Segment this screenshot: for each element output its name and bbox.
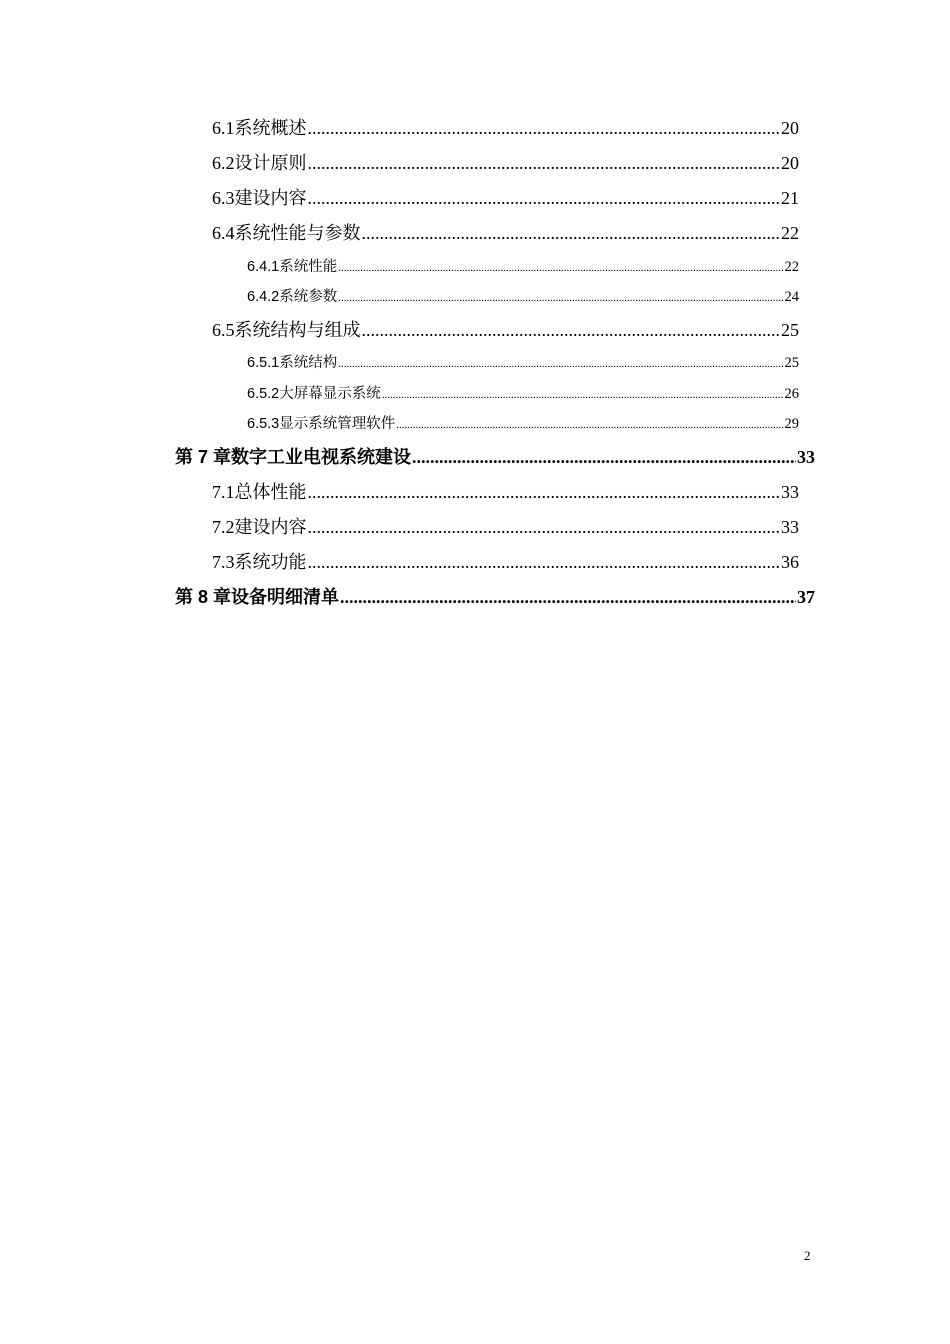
dot-leader bbox=[338, 292, 783, 304]
dot-leader bbox=[308, 517, 781, 538]
toc-entry-number: 6.5.2 bbox=[247, 386, 280, 402]
dot-leader bbox=[382, 389, 784, 401]
dot-leader bbox=[340, 587, 796, 608]
toc-entry[interactable] bbox=[212, 114, 799, 140]
toc-entry-title: 设计原则 bbox=[234, 153, 307, 173]
toc-entry-page: 25 bbox=[784, 355, 799, 371]
toc-entry-page: 22 bbox=[784, 259, 799, 275]
toc-entry-title: 系统概述 bbox=[234, 118, 307, 138]
toc-entry-title: 大屏幕显示系统 bbox=[279, 386, 381, 402]
toc-chapter-entry[interactable] bbox=[175, 583, 815, 609]
toc-entry[interactable] bbox=[212, 513, 799, 539]
toc-entry-number: 6.5 bbox=[212, 320, 235, 340]
toc-entry[interactable] bbox=[212, 219, 799, 245]
toc-entry-number: 6.1 bbox=[212, 118, 235, 138]
toc-entry[interactable] bbox=[212, 478, 799, 504]
toc-entry-page: 20 bbox=[781, 153, 799, 173]
dot-leader bbox=[308, 118, 781, 139]
toc-entry[interactable] bbox=[212, 149, 799, 175]
toc-entry-page: 33 bbox=[797, 447, 815, 467]
toc-entry-number: 6.3 bbox=[212, 188, 235, 208]
toc-entry-title: 系统功能 bbox=[234, 552, 307, 572]
dot-leader bbox=[338, 358, 783, 370]
toc-subentry[interactable] bbox=[247, 285, 799, 306]
toc-subentry[interactable] bbox=[247, 382, 799, 403]
dot-leader bbox=[338, 262, 783, 274]
toc-entry-page: 29 bbox=[784, 416, 799, 432]
toc-chapter-number: 第 7 章 bbox=[175, 447, 232, 467]
toc-entry-number: 6.4.1 bbox=[247, 259, 280, 275]
toc-entry-number: 7.2 bbox=[212, 517, 235, 537]
toc-entry-title: 系统参数 bbox=[279, 289, 338, 305]
toc-entry-title: 建设内容 bbox=[234, 188, 307, 208]
dot-leader bbox=[308, 552, 781, 573]
dot-leader bbox=[362, 223, 781, 244]
toc-subentry[interactable] bbox=[247, 351, 799, 372]
toc-chapter-number: 第 8 章 bbox=[175, 587, 232, 607]
toc-entry-page: 26 bbox=[784, 386, 799, 402]
toc-entry-title: 显示系统管理软件 bbox=[279, 416, 396, 432]
toc-entry-page: 21 bbox=[781, 188, 799, 208]
page-number: 2 bbox=[804, 1248, 811, 1263]
toc-entry-number: 6.4 bbox=[212, 223, 235, 243]
toc-subentry[interactable] bbox=[247, 255, 799, 276]
toc-entry-page: 33 bbox=[781, 517, 799, 537]
dot-leader bbox=[308, 153, 781, 174]
toc-chapter-title: 设备明细清单 bbox=[231, 587, 340, 607]
toc-entry-title: 系统结构与组成 bbox=[234, 320, 361, 340]
toc-entry[interactable] bbox=[212, 316, 799, 342]
toc-entry-title: 系统结构 bbox=[279, 355, 338, 371]
toc-entry-page: 22 bbox=[781, 223, 799, 243]
toc-entry-number: 6.4.2 bbox=[247, 289, 280, 305]
toc-entry-title: 建设内容 bbox=[234, 517, 307, 537]
toc-entry-page: 37 bbox=[797, 587, 815, 607]
toc-chapter-title: 数字工业电视系统建设 bbox=[231, 447, 412, 467]
toc-entry-page: 25 bbox=[781, 320, 799, 340]
toc-entry-page: 36 bbox=[781, 552, 799, 572]
toc-entry-number: 6.5.1 bbox=[247, 355, 280, 371]
toc-entry[interactable] bbox=[212, 548, 799, 574]
toc-entry-page: 24 bbox=[784, 289, 799, 305]
toc-subentry[interactable] bbox=[247, 412, 799, 433]
toc-entry-page: 33 bbox=[781, 482, 799, 502]
toc-entry-title: 系统性能与参数 bbox=[234, 223, 361, 243]
toc-entry-title: 系统性能 bbox=[279, 259, 338, 275]
toc-entry-number: 7.1 bbox=[212, 482, 235, 502]
dot-leader bbox=[412, 447, 796, 468]
dot-leader bbox=[362, 320, 781, 341]
toc-entry-title: 总体性能 bbox=[234, 482, 307, 502]
dot-leader bbox=[308, 188, 781, 209]
dot-leader bbox=[396, 419, 783, 431]
toc-entry-number: 6.5.3 bbox=[247, 416, 280, 432]
toc-chapter-entry[interactable] bbox=[175, 443, 815, 469]
toc-entry-page: 20 bbox=[781, 118, 799, 138]
dot-leader bbox=[308, 482, 781, 503]
toc-entry-number: 7.3 bbox=[212, 552, 235, 572]
toc-entry-number: 6.2 bbox=[212, 153, 235, 173]
toc-entry[interactable] bbox=[212, 184, 799, 210]
